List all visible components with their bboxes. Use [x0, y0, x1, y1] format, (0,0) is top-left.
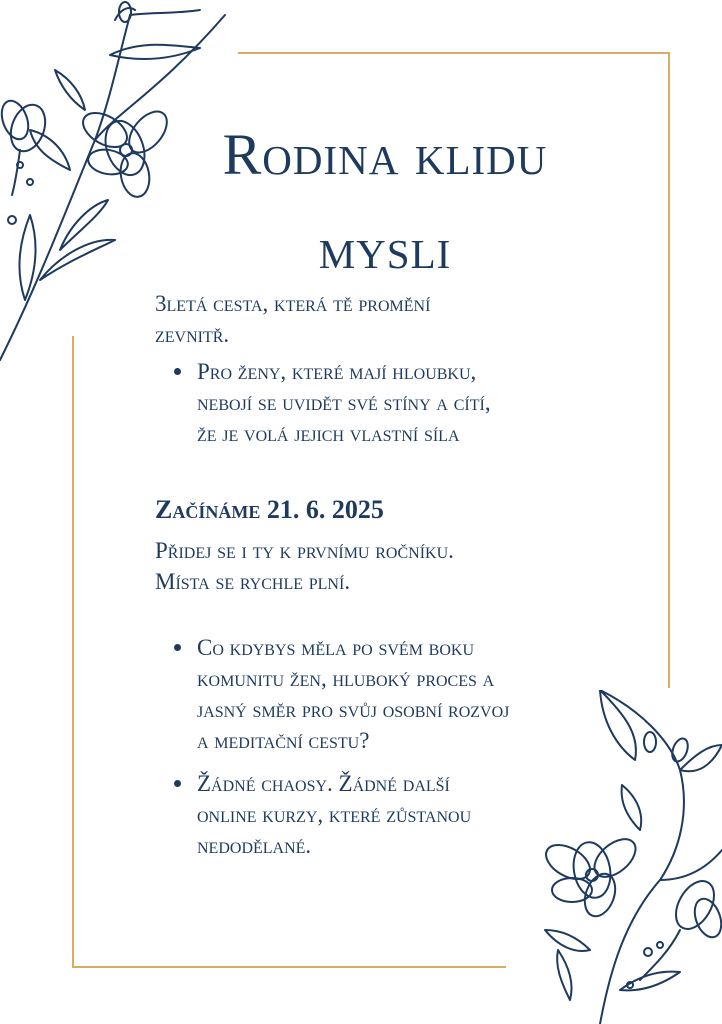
start-date-heading: Začínáme 21. 6. 2025	[155, 495, 384, 524]
frame-right-line	[668, 52, 670, 688]
page-title-line-1: Rodina klidu	[222, 122, 548, 187]
bullet-dot	[174, 780, 181, 787]
list-item	[197, 356, 597, 449]
bullet-dot	[174, 644, 181, 651]
start-subtext-line-2: Místa se rychle plní.	[155, 569, 351, 594]
list-item-line: komunitu žen, hluboký proces a	[197, 666, 495, 691]
start-subtext-line-1: Přidej se i ty k prvnímu ročníku.	[155, 538, 454, 563]
frame-left-line	[72, 336, 74, 968]
list-item-line: Žádné chaosy. Žádné další	[197, 771, 450, 796]
start-subtext	[155, 535, 575, 597]
bullet-dot	[174, 368, 181, 375]
list-item-line: Pro ženy, které mají hloubku,	[197, 359, 477, 384]
intro-line-1: 3letá cesta, která tě promění	[155, 291, 431, 316]
intro-text	[155, 288, 555, 350]
list-item-line: Co kdybys měla po svém boku	[197, 635, 475, 660]
list-item	[197, 632, 597, 756]
list-item-line: online kurzy, které zůstanou	[197, 802, 472, 827]
frame-bottom-line	[72, 966, 506, 968]
list-item-line: a meditační cestu?	[197, 728, 370, 753]
page-title-line-2: mysli	[318, 216, 452, 281]
list-item-line: nebojí se uvidět své stíny a cítí,	[197, 390, 491, 415]
list-item-line: jasný směr pro svůj osobní rozvoj	[197, 697, 510, 722]
list-item-line: nedodělané.	[197, 833, 312, 858]
frame-top-line	[238, 52, 670, 54]
intro-line-2: zevnitř.	[155, 322, 230, 347]
list-item	[197, 768, 597, 861]
page-title	[150, 108, 620, 296]
list-item-line: že je volá jejich vlastní síla	[197, 421, 460, 446]
